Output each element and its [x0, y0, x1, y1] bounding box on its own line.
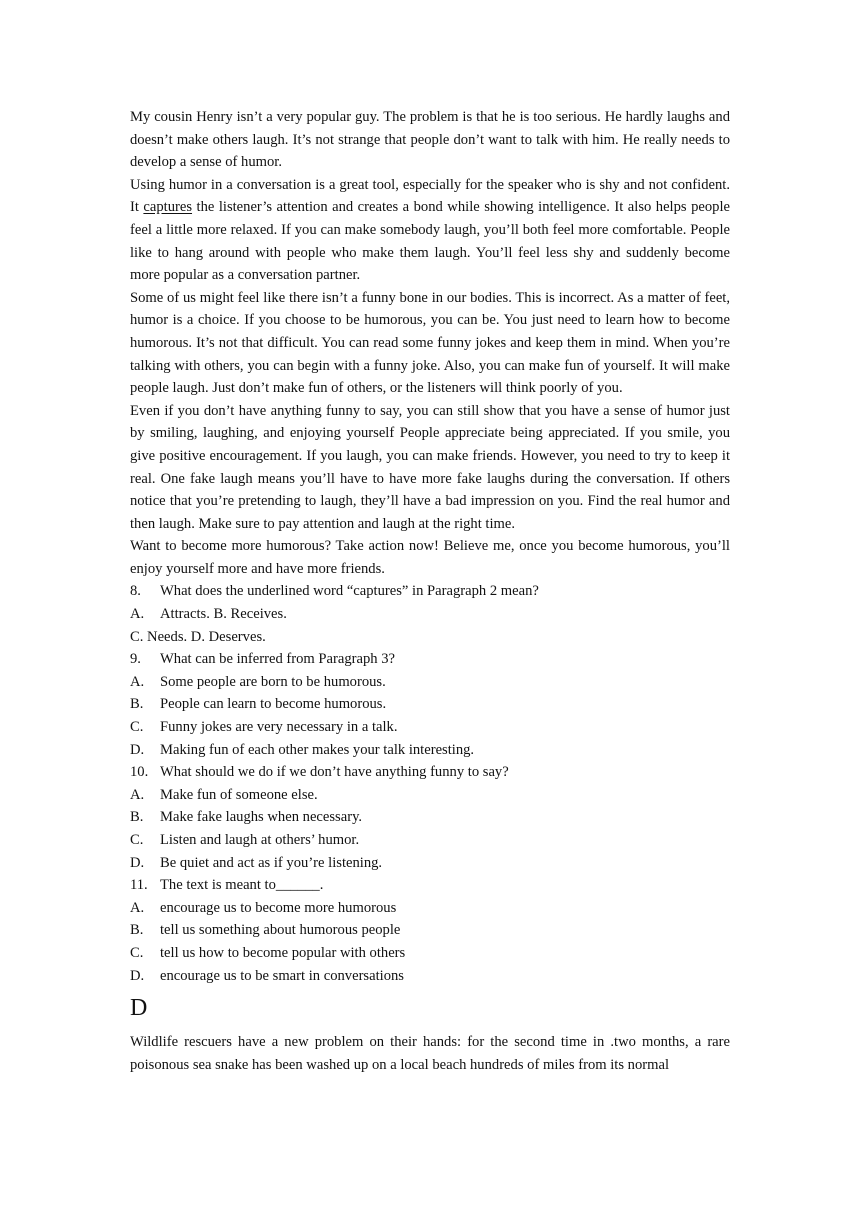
question-9 [130, 648, 730, 671]
option-text: encourage us to become more humorous [160, 899, 397, 916]
question-number: 11. [130, 877, 148, 894]
option-label: A. [130, 673, 145, 690]
question-text: The text is meant to______. [160, 877, 324, 894]
option-text: Listen and laugh at others’ humor. [160, 832, 360, 848]
passage-c-paragraph-2 [130, 174, 730, 287]
option-text: Funny jokes are very necessary in a talk. [160, 719, 398, 736]
option-label: D. [130, 967, 145, 984]
option-label: A. [130, 786, 145, 803]
question-10 [130, 761, 730, 784]
option-label: C. [130, 719, 144, 736]
option-d [130, 739, 730, 762]
option-c [130, 942, 730, 965]
option-b [130, 919, 730, 942]
option-text: Attracts. B. Receives. [160, 606, 287, 623]
option-d [130, 852, 730, 875]
option-text: tell us something about humorous people [160, 922, 401, 939]
paragraph-2-start: Using humor in a conversation is a great tool, especially for the speaker who is shy and not confident. It [130, 176, 730, 216]
option-text: encourage us to be smart in conversations [160, 967, 404, 984]
passage-c-paragraph-1: My cousin Henry isn’t a very popular guy. The problem is that he is too serious. He hardly laughs and doesn’t make others laugh. It’s not strange that people don’t want to talk with him. He really needs to develop a sense of humor. [130, 109, 730, 171]
option-label: B. [130, 922, 144, 939]
option-label: D. [130, 854, 145, 871]
question-text: What does the underlined word “captures” in Paragraph 2 mean? [160, 583, 539, 600]
passage-c-paragraph-3: Some of us might feel like there isn’t a funny bone in our bodies. This is incorrect. As a matter of feet, humor is a choice. If you choose to be humorous, you can be. You just need to learn how to become humorous. It’s not that difficult. You can read some funny jokes and keep them in mind. When you’re talking with others, you can begin with a funny joke. Also, you can make fun of yourself. It will make people laugh. Just don’t make fun of others, or the listeners will think poorly of you. [130, 289, 730, 397]
option-text: Make fake laughs when necessary. [160, 809, 363, 826]
option-text: Some people are born to be humorous. [160, 673, 386, 690]
option-text: Making fun of each other makes your talk interesting. [160, 741, 475, 758]
passage-c-paragraph-5: Want to become more humorous? Take action now! Believe me, once you become humorous, you’ll enjoy yourself more and have more friends. [130, 538, 730, 577]
paragraph-2-rest: the listener’s attention and creates a bond while showing intelligence. It also helps people feel a little more relaxed. If you can make somebody laugh, you’ll both feel more comfortable. People like to hang around with people who make them laugh. You’ll feel less shy and suddenly become more popular as a conversation partner. [130, 199, 730, 284]
question-8-options-line-2: C. Needs. D. Deserves. [130, 628, 266, 645]
option-label: B. [130, 809, 144, 826]
option-label: D. [130, 741, 145, 758]
section-heading-d: D [130, 995, 148, 1022]
document-body [130, 106, 730, 1076]
option-c [130, 716, 730, 739]
question-text: What can be inferred from Paragraph 3? [160, 651, 396, 668]
question-text: What should we do if we don’t have anything funny to say? [160, 764, 509, 781]
question-8 [130, 580, 730, 603]
option-label: B. [130, 696, 144, 713]
option-label: A. [130, 606, 145, 623]
option-text: Make fun of someone else. [160, 786, 318, 803]
option-c [130, 829, 730, 852]
option-a [130, 897, 730, 920]
option-label: C. [130, 944, 144, 961]
option-label: A. [130, 899, 145, 916]
underlined-word-captures: captures [143, 199, 193, 216]
option-a [130, 784, 730, 807]
question-11 [130, 874, 730, 897]
option-text: People can learn to become humorous. [160, 696, 387, 713]
question-number: 10. [130, 764, 149, 781]
option-b [130, 806, 730, 829]
option-label: C. [130, 832, 144, 848]
option-text: Be quiet and act as if you’re listening. [160, 854, 383, 871]
option-d [130, 965, 730, 988]
question-number: 8. [130, 583, 141, 600]
passage-c-paragraph-4: Even if you don’t have anything funny to say, you can still show that you have a sense of humor just by smiling, laughing, and enjoying yourself People appreciate being appreciated. If you smile, you give positive encouragement. If you laugh, you can make friends. However, you need to try to keep it real. One fake laugh means you’ll have to have more fake laughs during the conversation. If others notice that you’re pretending to laugh, they’ll have a bad impression on you. Find the real humor and then laugh. Make sure to pay attention and laugh at the right time. [130, 402, 730, 532]
question-number: 9. [130, 651, 141, 668]
option-b [130, 693, 730, 716]
option-text: tell us how to become popular with others [160, 944, 406, 961]
question-8-options-line-1 [130, 603, 730, 626]
passage-d-paragraph-1: Wildlife rescuers have a new problem on their hands: for the second time in .two months, a rare poisonous sea snake has been washed up on a local beach hundreds of miles from its normal [130, 1034, 730, 1073]
option-a [130, 671, 730, 694]
